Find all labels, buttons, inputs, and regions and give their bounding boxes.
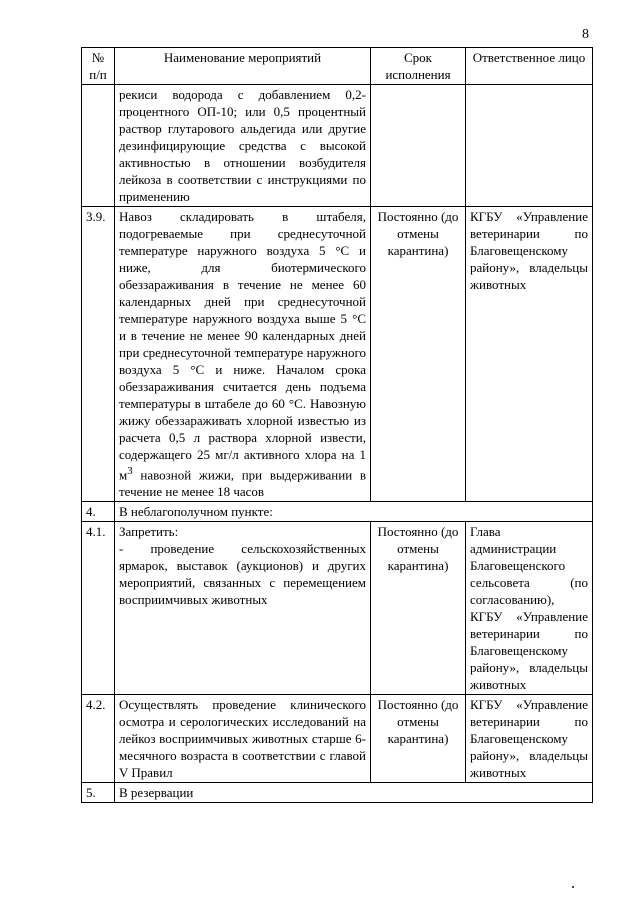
row-section-title: В неблагополучном пункте:: [115, 502, 593, 522]
page-number: 8: [582, 27, 589, 42]
row-term: Постоянно (до отмены карантина): [371, 522, 466, 695]
row-term: Постоянно (до отмены карантина): [371, 207, 466, 502]
header-num: № п/п: [82, 48, 115, 85]
row-name: [115, 207, 371, 502]
row-num: 3.9.: [82, 207, 115, 502]
row-name-title: Запретить:: [119, 524, 179, 540]
row-term: Постоянно (до отмены карантина): [371, 695, 466, 783]
row-num: 4.: [82, 502, 115, 522]
row-num: [82, 85, 115, 207]
row-name: Осуществлять проведение клинического осмотра и серологических исследований на лейкоз восприимчивых животных старше 6-месячного возраста в соответствии с главой V Правил: [115, 695, 371, 783]
row-num: 4.2.: [82, 695, 115, 783]
row-num: 5.: [82, 783, 115, 803]
row-name-text-end: навозной жижи, при выдерживании в течение не менее 18 часов: [119, 467, 366, 500]
table-row: [82, 695, 593, 783]
table-row: [82, 502, 593, 522]
row-responsible: КГБУ «Управление ветеринарии по Благовещенскому району», владельцы животных: [466, 207, 593, 502]
row-responsible: КГБУ «Управление ветеринарии по Благовещенскому району», владельцы животных: [466, 695, 593, 783]
row-name-item: - проведение сельскохозяйственных ярмарок, выставок (аукционов) и других мероприятий, связанных с перемещением восприимчивых животных: [119, 541, 366, 608]
table-row: [82, 783, 593, 803]
table-row: [82, 207, 593, 502]
header-responsible: Ответственное лицо: [466, 48, 593, 85]
row-name: [115, 522, 371, 695]
row-name-text: Навоз складировать в штабеля, подогреваемые при среднесуточной температуре наружного воздуха 5 °С и ниже, для биотермического обеззараживания в течение не менее 60 календарных дней при среднесуточной температуре наружного воздуха выше 5 °С и в течение не менее 90 календарных дней при среднесуточной температуре наружного воздуха 5 °С и ниже. Началом срока обеззараживания считается день подъема температуры в штабеле до 60 °С. Навозную жижу обеззараживать хлорной известью из расчета 0,5 л раствора хлорной извести, содержащего 25 мг/л активного хлора на 1 м: [119, 209, 366, 483]
row-responsible: Глава администрации Благовещенского сельсовета (по согласованию), КГБУ «Управление ветеринарии по Благовещенскому району», владельцы животных: [466, 522, 593, 695]
row-num: 4.1.: [82, 522, 115, 695]
table-header-row: [82, 48, 593, 85]
row-name: рекиси водорода с добавлением 0,2-процентного ОП-10; или 0,5 процентный раствор глутарового альдегида или другие дезинфицирующие средства с высокой активностью в отношении возбудителя лейкоза в соответствии с инструкциями по применению: [115, 85, 371, 207]
table-row: [82, 85, 593, 207]
header-term: Срок исполнения: [371, 48, 466, 85]
table-row: [82, 522, 593, 695]
row-responsible: [466, 85, 593, 207]
superscript: 3: [127, 465, 133, 477]
header-name: Наименование мероприятий: [115, 48, 371, 85]
measures-table: [81, 47, 593, 803]
scan-dot: [572, 886, 574, 888]
row-term: [371, 85, 466, 207]
row-section-title: В резервации: [115, 783, 593, 803]
